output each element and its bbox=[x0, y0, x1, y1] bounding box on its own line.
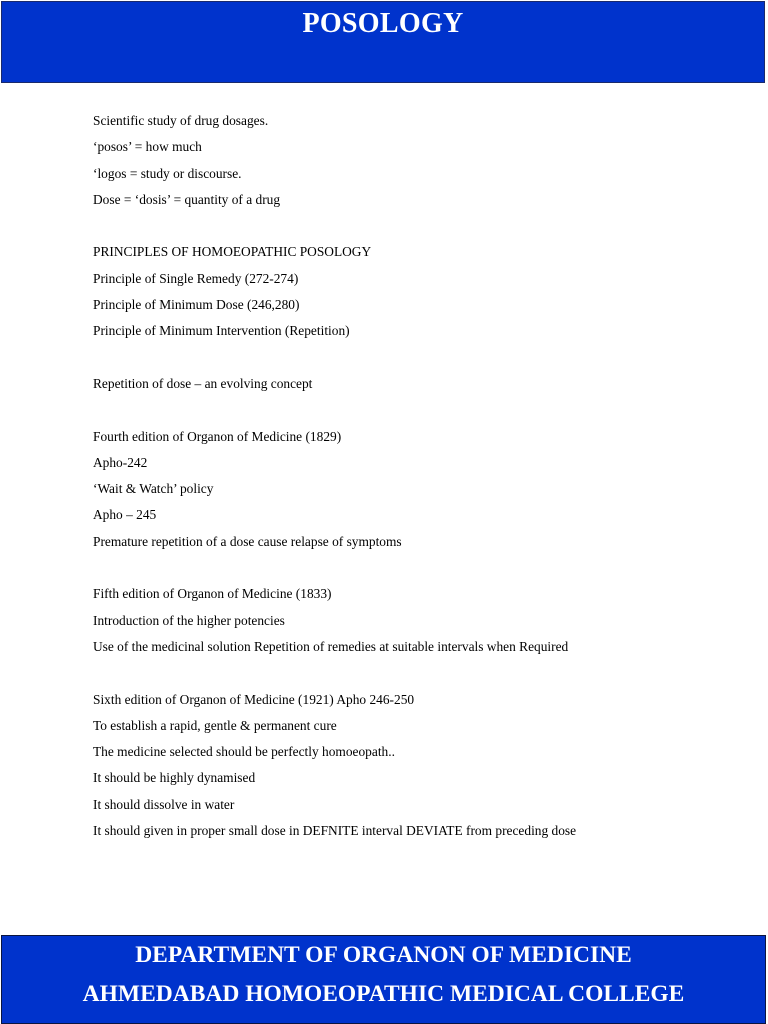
footer-banner bbox=[1, 935, 766, 1024]
intro-line: ‘logos = study or discourse. bbox=[93, 165, 242, 181]
sixth-edition-line: It should dissolve in water bbox=[93, 796, 235, 812]
department-name: DEPARTMENT OF ORGANON OF MEDICINE bbox=[135, 942, 632, 968]
section-gap bbox=[93, 663, 733, 689]
sixth-edition-line: The medicine selected should be perfectly homoeopath.. bbox=[93, 744, 395, 760]
fourth-edition-heading: Fourth edition of Organon of Medicine (1829) bbox=[93, 428, 342, 444]
sixth-edition-heading: Sixth edition of Organon of Medicine (1921) Apho 246-250 bbox=[93, 691, 415, 707]
section-gap bbox=[93, 558, 733, 584]
fourth-edition-line: ‘Wait & Watch’ policy bbox=[93, 481, 214, 497]
fourth-edition-line: Apho-242 bbox=[93, 454, 148, 470]
intro-line: Scientific study of drug dosages. bbox=[93, 113, 269, 128]
fifth-edition-line: Introduction of the higher potencies bbox=[93, 612, 285, 628]
repetition-section bbox=[93, 374, 733, 400]
principle-line: Principle of Minimum Intervention (Repetition) bbox=[93, 323, 350, 339]
section-gap bbox=[93, 348, 733, 374]
principles-section bbox=[93, 242, 733, 347]
repetition-line: Repetition of dose – an evolving concept bbox=[93, 375, 313, 391]
sixth-edition-section bbox=[93, 690, 733, 848]
principle-line: Principle of Single Remedy (272-274) bbox=[93, 270, 299, 286]
fifth-edition-heading: Fifth edition of Organon of Medicine (1833) bbox=[93, 586, 332, 602]
fifth-edition-section bbox=[93, 584, 733, 663]
fifth-edition-line: Use of the medicinal solution Repetition of remedies at suitable intervals when Required bbox=[93, 638, 569, 654]
sixth-edition-line: It should given in proper small dose in DEFNITE interval DEVIATE from preceding dose bbox=[93, 823, 577, 839]
sixth-edition-line: To establish a rapid, gentle & permanent cure bbox=[93, 717, 337, 733]
college-name: AHMEDABAD HOMOEOPATHIC MEDICAL COLLEGE bbox=[82, 981, 685, 1007]
principle-line: Principle of Minimum Dose (246,280) bbox=[93, 297, 300, 313]
section-gap bbox=[93, 216, 733, 242]
intro-section bbox=[93, 111, 733, 216]
document-body bbox=[93, 111, 733, 847]
fourth-edition-section bbox=[93, 427, 733, 558]
fourth-edition-line: Premature repetition of a dose cause relapse of symptoms bbox=[93, 533, 402, 549]
intro-line: Dose = ‘dosis’ = quantity of a drug bbox=[93, 191, 281, 207]
fourth-edition-line: Apho – 245 bbox=[93, 507, 157, 523]
intro-line: ‘posos’ = how much bbox=[93, 139, 202, 155]
header-banner bbox=[1, 1, 765, 83]
sixth-edition-line: It should be highly dynamised bbox=[93, 770, 256, 786]
principles-heading: PRINCIPLES OF HOMOEOPATHIC POSOLOGY bbox=[93, 244, 372, 260]
page-title: POSOLOGY bbox=[302, 8, 464, 39]
section-gap bbox=[93, 400, 733, 426]
